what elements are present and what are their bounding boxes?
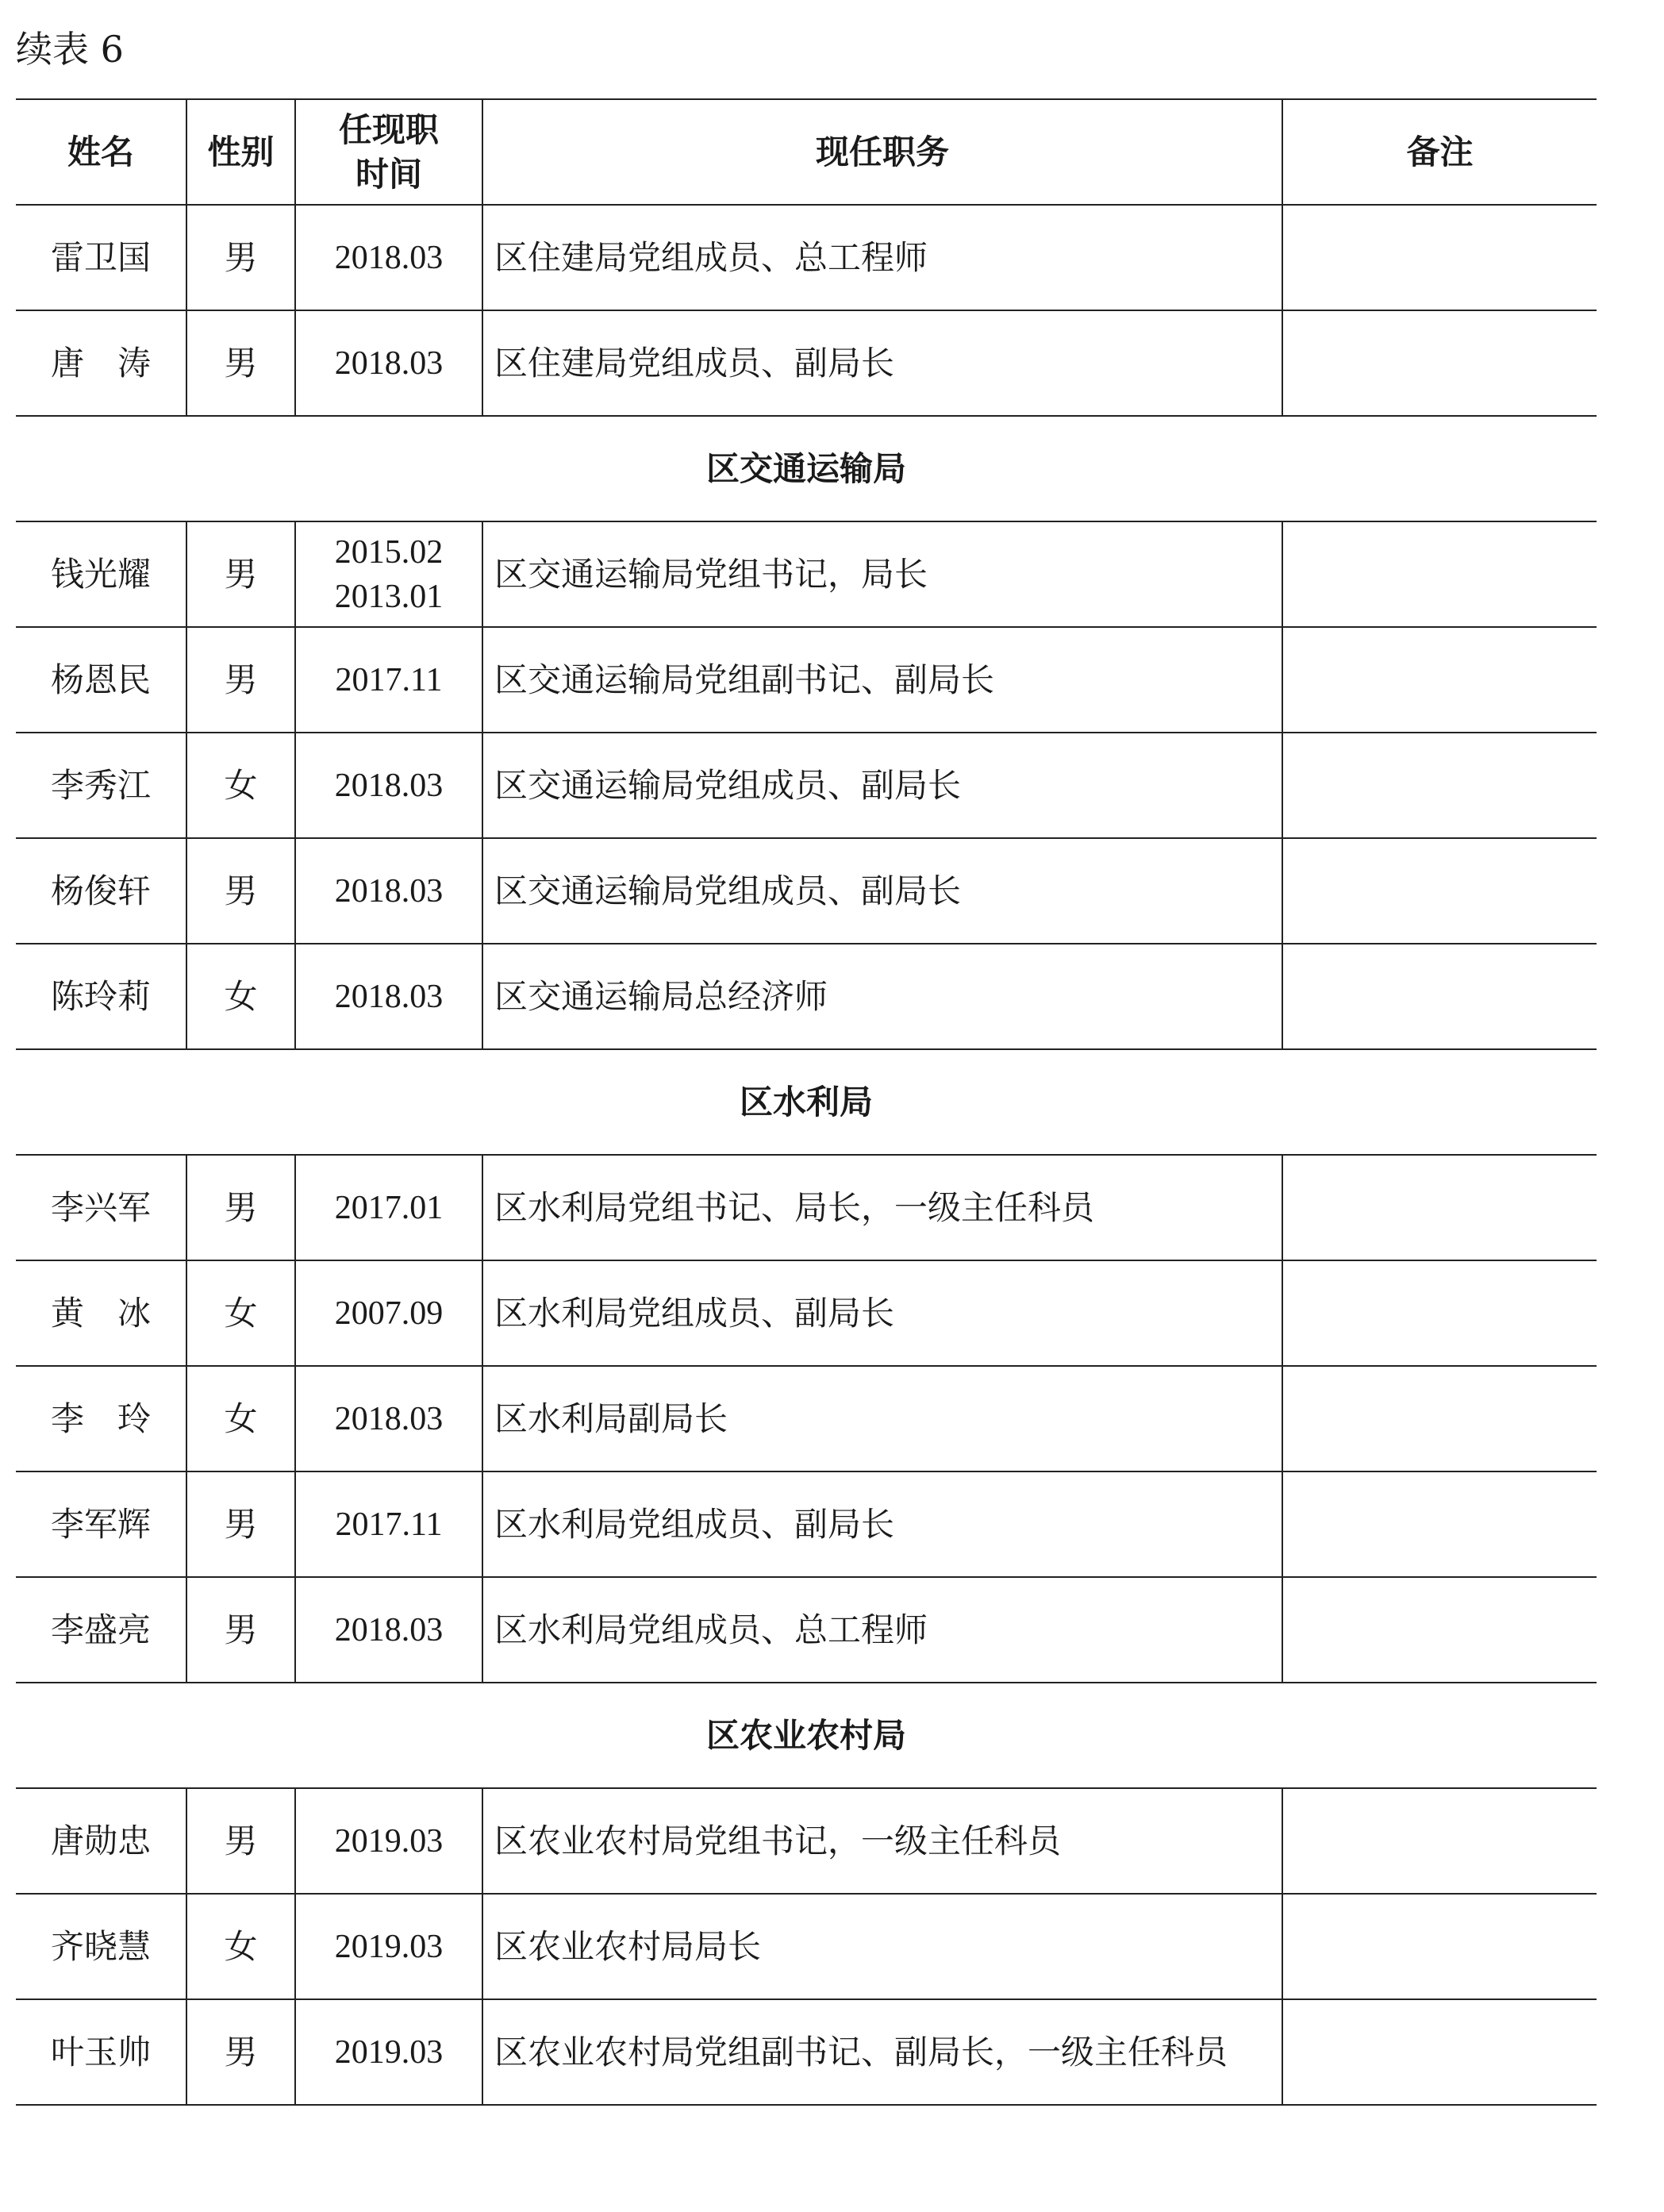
cell-note [1282, 205, 1597, 310]
cell-position: 区交通运输局党组成员、副局长 [482, 838, 1282, 944]
cell-position: 区交通运输局党组成员、副局长 [482, 733, 1282, 838]
header-date-line2: 时间 [355, 154, 422, 194]
date-value: 2018.03 [334, 978, 444, 1015]
cell-note [1282, 1366, 1597, 1471]
table-body [16, 205, 1597, 2105]
date-value: 2017.01 [334, 1189, 444, 1226]
date-value: 2018.03 [334, 344, 444, 382]
date-value: 2018.03 [334, 1400, 444, 1437]
table-row [16, 627, 1597, 733]
table-row [16, 1471, 1597, 1577]
cell-date [295, 944, 482, 1049]
cell-note [1282, 1788, 1597, 1894]
cell-date [295, 1788, 482, 1894]
cell-note [1282, 310, 1597, 416]
cell-name: 唐勋忠 [16, 1788, 186, 1894]
section-title: 区水利局 [16, 1049, 1597, 1155]
cell-name: 杨恩民 [16, 627, 186, 733]
table-caption: 续表 6 [16, 28, 124, 71]
date-value: 2018.03 [334, 1611, 444, 1648]
cell-sex: 女 [186, 1260, 295, 1366]
table-row [16, 310, 1597, 416]
table-row [16, 205, 1597, 310]
cell-position: 区住建局党组成员、总工程师 [482, 205, 1282, 310]
table-row [16, 1894, 1597, 1999]
section-header-row [16, 416, 1597, 521]
cell-position: 区农业农村局党组书记，一级主任科员 [482, 1788, 1282, 1894]
cell-note [1282, 838, 1597, 944]
table-row [16, 1155, 1597, 1260]
section-header-row [16, 1049, 1597, 1155]
cell-sex: 男 [186, 1155, 295, 1260]
cell-sex: 男 [186, 1788, 295, 1894]
cell-note [1282, 1577, 1597, 1683]
cell-note [1282, 627, 1597, 733]
header-name: 姓名 [16, 99, 186, 205]
cell-note [1282, 1894, 1597, 1999]
cell-sex: 女 [186, 733, 295, 838]
cell-note [1282, 1999, 1597, 2105]
cell-date [295, 1155, 482, 1260]
cell-position: 区水利局党组成员、总工程师 [482, 1577, 1282, 1683]
date-value: 2018.03 [334, 767, 444, 804]
cell-name: 李 玲 [16, 1366, 186, 1471]
table-row [16, 838, 1597, 944]
cell-sex: 女 [186, 944, 295, 1049]
cell-sex: 男 [186, 627, 295, 733]
table-row [16, 1366, 1597, 1471]
cell-position: 区农业农村局局长 [482, 1894, 1282, 1999]
date-value: 2019.03 [334, 1822, 444, 1860]
cell-position: 区交通运输局党组书记，局长 [482, 521, 1282, 627]
cell-position: 区交通运输局党组副书记、副局长 [482, 627, 1282, 733]
cell-note [1282, 1260, 1597, 1366]
cell-position: 区水利局党组成员、副局长 [482, 1471, 1282, 1577]
cell-name: 钱光耀 [16, 521, 186, 627]
cell-name: 李秀江 [16, 733, 186, 838]
cell-sex: 男 [186, 838, 295, 944]
date-value: 2019.03 [334, 2033, 444, 2071]
cell-sex: 男 [186, 1999, 295, 2105]
cell-position: 区水利局党组书记、局长，一级主任科员 [482, 1155, 1282, 1260]
date-value: 2017.11 [335, 661, 443, 698]
header-sex: 性别 [186, 99, 295, 205]
date-value: 2018.03 [334, 239, 444, 276]
cell-name: 雷卫国 [16, 205, 186, 310]
cell-position: 区农业农村局党组副书记、副局长，一级主任科员 [482, 1999, 1282, 2105]
header-date-line1: 任现职 [338, 110, 439, 149]
table-row [16, 1577, 1597, 1683]
personnel-table [16, 98, 1597, 2106]
cell-position: 区水利局党组成员、副局长 [482, 1260, 1282, 1366]
cell-date [295, 733, 482, 838]
table-row [16, 733, 1597, 838]
header-note: 备注 [1282, 99, 1597, 205]
cell-date [295, 1577, 482, 1683]
cell-name: 唐 涛 [16, 310, 186, 416]
cell-name: 叶玉帅 [16, 1999, 186, 2105]
cell-date [295, 1894, 482, 1999]
cell-date [295, 627, 482, 733]
cell-sex: 男 [186, 1471, 295, 1577]
cell-note [1282, 1471, 1597, 1577]
section-title: 区农业农村局 [16, 1683, 1597, 1788]
cell-sex: 男 [186, 1577, 295, 1683]
cell-note [1282, 521, 1597, 627]
date-value: 2018.03 [334, 872, 444, 910]
cell-name: 黄 冰 [16, 1260, 186, 1366]
date-value: 2019.03 [334, 1928, 444, 1965]
header-position: 现任职务 [482, 99, 1282, 205]
header-date [295, 99, 482, 205]
cell-name: 齐晓慧 [16, 1894, 186, 1999]
cell-name: 陈玲莉 [16, 944, 186, 1049]
cell-note [1282, 944, 1597, 1049]
date-value: 2015.02 [334, 533, 444, 571]
cell-sex: 女 [186, 1366, 295, 1471]
cell-name: 李兴军 [16, 1155, 186, 1260]
cell-note [1282, 733, 1597, 838]
table-row [16, 1999, 1597, 2105]
date-value: 2017.11 [335, 1506, 443, 1543]
cell-name: 李军辉 [16, 1471, 186, 1577]
cell-sex: 男 [186, 205, 295, 310]
cell-date [295, 205, 482, 310]
cell-date [295, 1366, 482, 1471]
section-header-row [16, 1683, 1597, 1788]
cell-position: 区住建局党组成员、副局长 [482, 310, 1282, 416]
cell-sex: 男 [186, 310, 295, 416]
cell-sex: 女 [186, 1894, 295, 1999]
table-row [16, 521, 1597, 627]
date-value: 2013.01 [334, 578, 444, 615]
date-value: 2007.09 [334, 1295, 444, 1332]
section-title: 区交通运输局 [16, 416, 1597, 521]
cell-sex: 男 [186, 521, 295, 627]
cell-date [295, 521, 482, 627]
cell-position: 区交通运输局总经济师 [482, 944, 1282, 1049]
cell-date [295, 838, 482, 944]
cell-name: 李盛亮 [16, 1577, 186, 1683]
cell-date [295, 1260, 482, 1366]
cell-note [1282, 1155, 1597, 1260]
table-row [16, 1260, 1597, 1366]
table-header-row [16, 99, 1597, 205]
cell-date [295, 1999, 482, 2105]
cell-date [295, 1471, 482, 1577]
cell-date [295, 310, 482, 416]
table-row [16, 944, 1597, 1049]
table-row [16, 1788, 1597, 1894]
cell-position: 区水利局副局长 [482, 1366, 1282, 1471]
cell-name: 杨俊轩 [16, 838, 186, 944]
